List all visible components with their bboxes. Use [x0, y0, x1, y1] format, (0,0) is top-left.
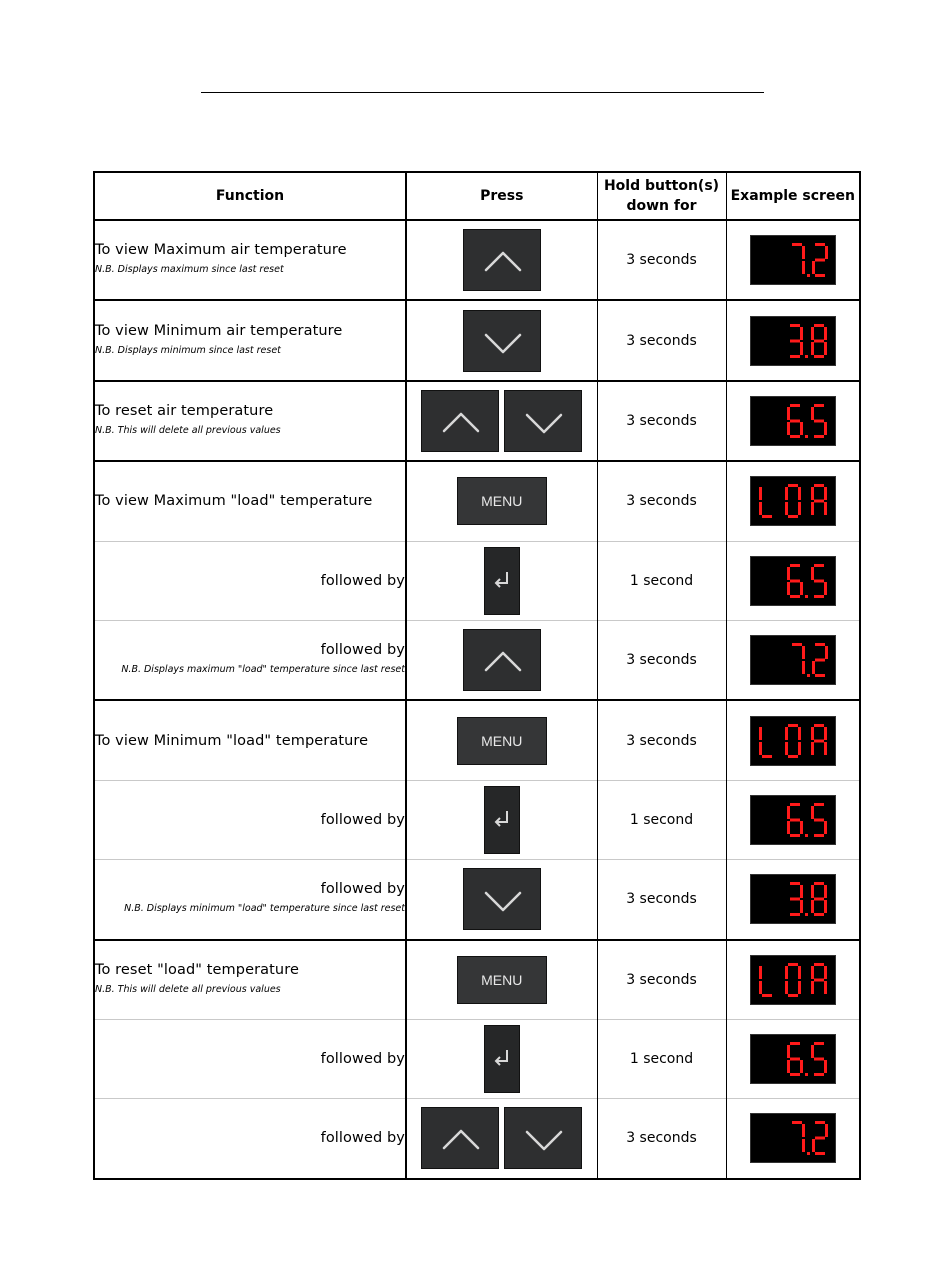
example-cell: [726, 700, 860, 780]
table-header-row: [94, 172, 860, 220]
function-cell: [94, 620, 406, 700]
seven-segment-display: [750, 874, 836, 924]
enter-icon: [484, 1025, 520, 1093]
seven-segment-display: [750, 556, 836, 606]
example-cell: [726, 300, 860, 380]
table-row: [94, 1099, 860, 1179]
header-rule: [201, 92, 764, 93]
function-label: To view Maximum "load" temperature: [95, 493, 373, 510]
seven-segment-display: [750, 235, 836, 285]
press-cell: [406, 1099, 597, 1179]
seven-segment-display: [750, 716, 836, 766]
press-cell: [406, 700, 597, 780]
press-cell: [406, 780, 597, 859]
function-cell: [94, 220, 406, 300]
button-function-table: [93, 171, 861, 1180]
press-cell: [406, 461, 597, 541]
example-cell: [726, 1099, 860, 1179]
header-function: Function: [94, 172, 406, 220]
enter-icon: [484, 786, 520, 854]
seven-segment-display: [750, 635, 836, 685]
example-cell: [726, 780, 860, 859]
table-row: [94, 1019, 860, 1098]
function-label: followed by: [320, 1130, 405, 1147]
example-cell: [726, 620, 860, 700]
up-arrow-icon: [421, 390, 499, 452]
down-arrow-icon: [504, 1107, 582, 1169]
function-cell: [94, 461, 406, 541]
table-row: [94, 940, 860, 1020]
function-label: To view Maximum air temperature: [95, 242, 347, 259]
seven-segment-display: [750, 476, 836, 526]
function-label: followed by: [320, 881, 405, 898]
hold-duration: 3 seconds: [597, 860, 726, 940]
function-cell: [94, 780, 406, 859]
hold-duration: 3 seconds: [597, 940, 726, 1020]
function-cell: [94, 1099, 406, 1179]
menu-button: MENU: [457, 717, 547, 765]
hold-duration: 1 second: [597, 541, 726, 620]
seven-segment-display: [750, 795, 836, 845]
hold-duration: 3 seconds: [597, 381, 726, 461]
header-example: Example screen: [726, 172, 860, 220]
header-hold: Hold button(s) down for: [597, 172, 726, 220]
menu-button: MENU: [457, 477, 547, 525]
function-note: N.B. Displays maximum since last reset: [95, 264, 284, 276]
press-cell: [406, 940, 597, 1020]
function-label: To view Minimum air temperature: [95, 322, 343, 339]
table-row: [94, 220, 860, 300]
hold-duration: 3 seconds: [597, 220, 726, 300]
table-row: [94, 381, 860, 461]
function-cell: [94, 381, 406, 461]
down-arrow-icon: [463, 310, 541, 372]
press-cell: [406, 620, 597, 700]
function-note: N.B. Displays minimum "load" temperature since last reset: [124, 903, 405, 915]
press-cell: [406, 300, 597, 380]
function-label: followed by: [320, 811, 405, 828]
table-row: [94, 860, 860, 940]
seven-segment-display: [750, 1034, 836, 1084]
down-arrow-icon: [463, 868, 541, 930]
up-arrow-icon: [463, 629, 541, 691]
function-cell: [94, 1019, 406, 1098]
hold-duration: 1 second: [597, 1019, 726, 1098]
table-row: [94, 541, 860, 620]
function-note: N.B. This will delete all previous values: [95, 983, 281, 995]
header-press: Press: [406, 172, 597, 220]
example-cell: [726, 220, 860, 300]
table-row: [94, 300, 860, 380]
example-cell: [726, 461, 860, 541]
down-arrow-icon: [504, 390, 582, 452]
function-note: N.B. Displays maximum "load" temperature since last reset: [121, 664, 405, 676]
hold-duration: 3 seconds: [597, 620, 726, 700]
function-note: N.B. This will delete all previous values: [95, 424, 281, 436]
hold-duration: 3 seconds: [597, 1099, 726, 1179]
example-cell: [726, 860, 860, 940]
seven-segment-display: [750, 396, 836, 446]
press-cell: [406, 381, 597, 461]
function-cell: [94, 541, 406, 620]
function-cell: [94, 700, 406, 780]
seven-segment-display: [750, 316, 836, 366]
function-label: To view Minimum "load" temperature: [95, 732, 369, 749]
function-label: followed by: [320, 1051, 405, 1068]
function-cell: [94, 300, 406, 380]
press-cell: [406, 220, 597, 300]
hold-duration: 3 seconds: [597, 461, 726, 541]
seven-segment-display: [750, 1113, 836, 1163]
function-label: To reset "load" temperature: [95, 961, 299, 978]
hold-duration: 3 seconds: [597, 300, 726, 380]
hold-duration: 1 second: [597, 780, 726, 859]
menu-button: MENU: [457, 956, 547, 1004]
table-row: [94, 780, 860, 859]
example-cell: [726, 541, 860, 620]
up-arrow-icon: [421, 1107, 499, 1169]
example-cell: [726, 381, 860, 461]
press-cell: [406, 860, 597, 940]
table-row: [94, 700, 860, 780]
function-label: followed by: [320, 572, 405, 589]
up-arrow-icon: [463, 229, 541, 291]
hold-duration: 3 seconds: [597, 700, 726, 780]
function-label: To reset air temperature: [95, 402, 274, 419]
press-cell: [406, 541, 597, 620]
function-cell: [94, 860, 406, 940]
press-cell: [406, 1019, 597, 1098]
table-row: [94, 620, 860, 700]
table-row: [94, 461, 860, 541]
example-cell: [726, 940, 860, 1020]
enter-icon: [484, 547, 520, 615]
example-cell: [726, 1019, 860, 1098]
function-note: N.B. Displays minimum since last reset: [95, 344, 281, 356]
function-label: followed by: [320, 642, 405, 659]
seven-segment-display: [750, 955, 836, 1005]
function-cell: [94, 940, 406, 1020]
